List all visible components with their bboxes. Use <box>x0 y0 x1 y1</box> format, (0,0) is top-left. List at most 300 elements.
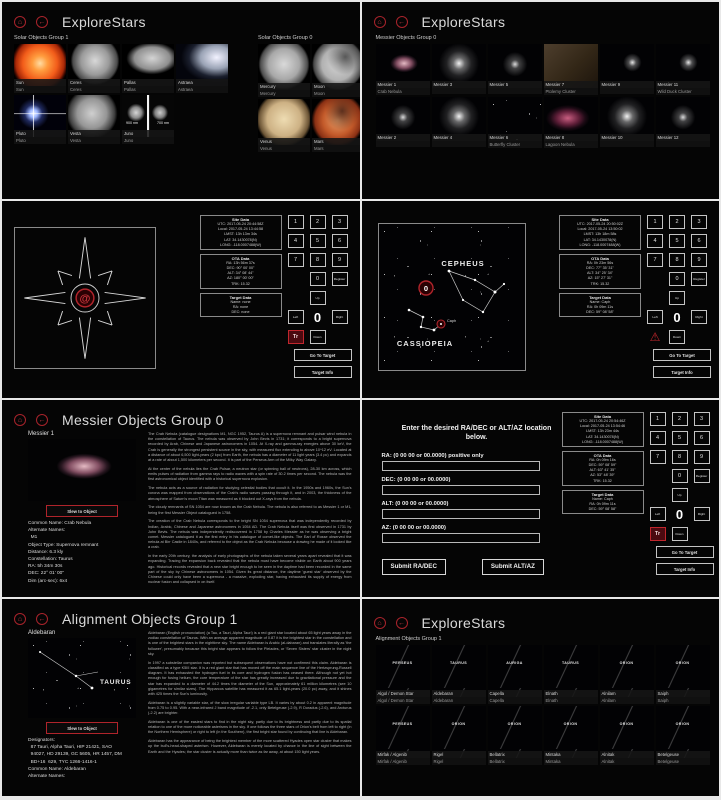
key-5[interactable]: 5 <box>672 431 688 445</box>
back-icon[interactable] <box>396 16 408 28</box>
detail-body <box>2 629 360 780</box>
panel-motion-control <box>2 201 360 398</box>
app-header <box>2 599 360 629</box>
register-button[interactable]: Register <box>694 469 710 483</box>
tile-title: Messier 7 <box>544 81 598 88</box>
sky-map[interactable] <box>378 223 526 371</box>
target-data-header: Target Data <box>591 491 614 497</box>
key-0[interactable]: 0 <box>669 272 685 286</box>
telescope-data-column <box>559 215 641 398</box>
object-tile[interactable] <box>14 44 66 93</box>
object-tile[interactable] <box>68 44 120 93</box>
key-6[interactable]: 6 <box>691 234 707 248</box>
home-icon[interactable] <box>14 414 26 426</box>
form-buttons <box>382 559 562 575</box>
key-1[interactable]: 1 <box>288 215 304 229</box>
constellation-label: ORION <box>507 721 522 726</box>
key-9[interactable]: 9 <box>694 450 710 464</box>
object-thumbnail <box>432 44 486 88</box>
tile-title: Moon <box>312 83 360 90</box>
object-tile[interactable] <box>176 44 228 93</box>
key-3[interactable]: 3 <box>694 412 710 426</box>
tracking-button[interactable]: Tr <box>650 527 666 541</box>
fact-line: Dim (arc-sec): 6x4 <box>28 578 68 584</box>
data-line: RA: 13h 56m 37s <box>226 260 255 265</box>
page-title: ExploreStars <box>62 14 146 30</box>
tile-title: Alnilam <box>600 690 654 697</box>
tile-title: Messier 10 <box>600 134 654 141</box>
field-label-1: DEC: (0 00 00 or 00.0000) <box>381 476 451 483</box>
object-thumbnail <box>68 44 120 86</box>
tile-title: Pluto <box>14 130 66 137</box>
tile-title: Juno <box>122 130 174 137</box>
key-0[interactable]: 0 <box>310 272 326 286</box>
tile-subtitle: Mintaka <box>544 758 598 765</box>
key-4[interactable]: 4 <box>647 234 663 248</box>
fact-line: Common Name: Crab Nebula <box>28 521 92 526</box>
page-title: ExploreStars <box>421 615 506 631</box>
data-line: Local: 2017-05-24 13:54:46 <box>579 424 626 429</box>
object-tile[interactable] <box>488 44 542 95</box>
key-7[interactable]: 7 <box>647 253 663 267</box>
object-tile[interactable] <box>656 44 710 95</box>
key-8[interactable]: 8 <box>672 450 688 464</box>
tile-title: Messier 8 <box>544 134 598 141</box>
slew-speed-display: 0 <box>675 507 684 522</box>
object-description <box>148 430 352 589</box>
detail-body <box>2 430 360 589</box>
tile-title: Pallas <box>122 79 174 86</box>
object-star-map <box>28 638 136 718</box>
object-facts <box>28 737 136 780</box>
constellation-label: AURIGA <box>506 660 523 665</box>
coordinate-input-1[interactable] <box>382 485 540 495</box>
constellation-label: ORION <box>675 660 690 665</box>
group-label: Solar Objects Group 0 <box>258 35 313 41</box>
tile-subtitle: Algol / Demon Star <box>376 697 430 704</box>
object-tile[interactable] <box>656 645 710 704</box>
left-button[interactable]: Left <box>288 310 304 324</box>
fact-line: RA: 5h 34m 30s <box>28 564 63 570</box>
key-5[interactable]: 5 <box>310 234 326 248</box>
object-tile[interactable] <box>488 97 542 148</box>
back-icon[interactable] <box>36 414 48 426</box>
key-2[interactable]: 2 <box>310 215 326 229</box>
form-heading: Enter the desired RA/DEC or ALT/AZ location below. <box>401 425 552 442</box>
object-thumbnail <box>544 645 598 697</box>
object-thumbnail <box>376 97 430 141</box>
tile-subtitle <box>432 88 486 94</box>
tile-subtitle: Sun <box>14 86 66 93</box>
tile-subtitle: Alnilam <box>600 697 654 704</box>
tile-title: Mars <box>312 138 360 145</box>
description-paragraph: In 1997 a substellar companion was reported but subsequent observations have not confirmed this claim. Aldebaran is classified as a type K5III star. It is a red giant star that has moved off the main sequence line of the Hertzsprung-Russell diagram. It has exhausted the hydrogen fuel in its core and hydrogen fusion has ceased there. Although not yet hot enough for fusing helium, the core temperature of the star has greatly increased due to gravitational pressure and the star has expanded to a diameter of 44.2 times the diameter of the Sun, approximately 61 million kilometres (see 10 gigametres for similar sizes). The Hipparcos satellite has measured it as 65.1 light-years (20.0 pc) away, and it shines with 425 times the Sun's luminosity. <box>148 660 352 697</box>
object-thumbnail <box>656 645 710 697</box>
coordinate-fields <box>382 453 562 543</box>
key-5[interactable]: 5 <box>669 234 685 248</box>
key-9[interactable]: 9 <box>332 253 348 267</box>
object-photo <box>28 439 136 501</box>
object-thumbnail <box>376 645 430 697</box>
coordinate-input-0[interactable] <box>382 461 540 471</box>
object-tile[interactable] <box>600 645 654 704</box>
ota-data-header: OTA Data <box>591 255 609 261</box>
go-to-target-button[interactable]: Go To Target <box>656 546 714 558</box>
constellation-label: PERSEUS <box>392 721 413 726</box>
data-line: DEC: 59° 08' 58" <box>586 310 614 315</box>
right-button[interactable]: Right <box>332 310 348 324</box>
fact-line: M1 <box>28 535 38 541</box>
ota-data-box <box>200 254 282 289</box>
tile-title: Messier 2 <box>376 134 430 141</box>
left-button[interactable]: Left <box>650 507 666 521</box>
tile-title: Astraea <box>176 79 228 86</box>
data-line: RA: 0h 09m 11s <box>589 501 616 506</box>
ota-data-box <box>562 451 644 486</box>
right-button[interactable]: Right <box>691 310 707 324</box>
tile-title: Mintaka <box>544 751 598 758</box>
tile-subtitle <box>600 88 654 94</box>
tile-title: Messier 11 <box>656 81 710 88</box>
tile-title: Betelgeuse <box>656 751 710 758</box>
slew-to-object-button[interactable]: Slew to Object <box>46 722 118 734</box>
tile-subtitle: Butterfly Cluster <box>488 141 542 148</box>
description-paragraph: Aldebaran has the appearance of being the brightest member of the more scattered Hyades open star cluster that makes up the bull's-head-shaped asterism. However, Aldebaran is merely located by chance in the line of sight between the Earth and the Hyades; the star cluster is actually more than twice as far away, at about 150 light years. <box>148 739 352 754</box>
object-thumbnail <box>600 645 654 697</box>
page-title: Alignment Objects Group 1 <box>62 611 238 627</box>
data-line: RA: none <box>232 304 249 309</box>
go-to-target-button[interactable]: Go To Target <box>294 349 352 361</box>
object-tile[interactable] <box>122 95 174 144</box>
object-tile[interactable] <box>656 706 710 765</box>
tile-subtitle: Mercury <box>258 90 310 97</box>
key-1[interactable]: 1 <box>650 412 666 426</box>
data-line: UTC: 2017-05-24 20:54:46Z <box>579 419 626 423</box>
keypad-column <box>650 412 716 597</box>
constellation-label: ORION <box>619 660 634 665</box>
object-tile[interactable] <box>544 44 598 95</box>
tile-subtitle: Ceres <box>68 86 120 93</box>
fact-line: 87 Tauri, Alpha Tauri, HIP 21421, SAO <box>28 745 113 751</box>
fact-line: Common Name: Aldebaran <box>28 766 86 772</box>
telescope-data-column <box>562 412 644 597</box>
object-tile[interactable] <box>258 99 310 152</box>
fact-line: Designators: <box>28 738 55 743</box>
constellation-overlay <box>379 224 525 370</box>
data-line: TRK: 15.32 <box>231 281 250 286</box>
site-data-header: Site Data <box>591 217 609 222</box>
key-8[interactable]: 8 <box>669 253 685 267</box>
constellation-label-cassiopeia: CASSIOPEIA <box>396 339 453 348</box>
keypad-column <box>647 215 713 398</box>
data-line: AZ: 53° 48' 39" <box>590 473 615 478</box>
site-data-box <box>200 215 282 250</box>
messier-tile-grid <box>376 44 712 148</box>
fact-line: Distance: 6.3 kly <box>28 549 64 555</box>
ota-data-box <box>559 254 641 289</box>
object-name: Messier 1 <box>28 431 55 437</box>
site-data-box <box>562 412 644 447</box>
object-thumbnail <box>544 44 598 88</box>
data-line: LAT: 34.1430078(N) <box>586 434 619 439</box>
object-tile[interactable] <box>600 44 654 95</box>
speed-keypad <box>288 215 354 344</box>
object-tile[interactable] <box>376 44 430 95</box>
tile-title: Messier 1 <box>376 81 430 88</box>
object-thumbnail <box>14 95 66 137</box>
tile-subtitle: Vesta <box>68 137 120 144</box>
data-line: LMST: 13h 13m 34s <box>224 232 257 237</box>
tile-title: Messier 12 <box>656 134 710 141</box>
tile-subtitle: Moon <box>312 90 360 97</box>
keypad-column <box>288 215 354 398</box>
object-tile[interactable] <box>312 99 360 152</box>
object-thumbnail <box>656 44 710 88</box>
solar-group-0 <box>258 32 360 152</box>
speed-keypad <box>650 412 716 541</box>
fact-line: Constellation: Taurus <box>28 556 73 562</box>
object-tile[interactable] <box>376 645 430 704</box>
coordinate-input-2[interactable] <box>382 509 540 519</box>
object-tile[interactable] <box>544 706 598 765</box>
es-logo-glyph: @ <box>79 293 91 306</box>
tile-title: Mirfak / Algenib <box>376 751 430 758</box>
home-icon[interactable] <box>374 617 386 629</box>
telescope-sidebar <box>200 215 354 398</box>
tile-title: Messier 6 <box>488 134 542 141</box>
tile-subtitle: Elnath <box>544 697 598 704</box>
up-button[interactable]: Up <box>672 488 688 502</box>
spacer <box>332 330 348 344</box>
slew-compass[interactable] <box>14 227 156 369</box>
spacer <box>650 469 666 483</box>
spacer <box>691 291 707 305</box>
object-tile[interactable] <box>14 95 66 144</box>
key-2[interactable]: 2 <box>669 215 685 229</box>
object-tile[interactable] <box>544 645 598 704</box>
site-data-header: Site Data <box>231 217 250 222</box>
tile-subtitle: Astraea <box>176 86 228 93</box>
data-line: LAT: 34.1430078(N) <box>224 237 257 242</box>
constellation-label: PERSEUS <box>392 660 413 665</box>
tile-title: Algol / Demon Star <box>376 690 430 697</box>
object-thumbnail <box>600 706 654 758</box>
constellation-label: ORION <box>619 721 634 726</box>
telescope-sidebar <box>559 215 713 398</box>
object-tile[interactable] <box>312 44 360 97</box>
page-title: ExploreStars <box>421 14 506 30</box>
object-tile[interactable] <box>122 44 174 93</box>
key-7[interactable]: 7 <box>288 253 304 267</box>
app-header <box>362 599 720 633</box>
alignment-tile-grid <box>376 645 712 765</box>
tracking-button[interactable]: Tr <box>288 330 304 344</box>
back-glyph: ← <box>38 416 46 424</box>
down-button[interactable]: Down <box>310 330 326 344</box>
register-button[interactable]: Register <box>691 272 707 286</box>
tile-subtitle: Ptolemy Cluster <box>544 88 598 95</box>
object-tile[interactable] <box>656 97 710 148</box>
wavelength-label: 900 nm <box>126 121 138 125</box>
go-to-target-button[interactable]: Go To Target <box>653 349 711 361</box>
key-2[interactable]: 2 <box>672 412 688 426</box>
target-info-button[interactable]: Target Info <box>653 366 711 378</box>
site-data-header: Site Data <box>593 414 612 419</box>
object-thumbnail <box>122 44 174 86</box>
object-tile[interactable] <box>600 97 654 148</box>
tile-subtitle: Rigel <box>432 758 486 765</box>
constellation-label: TAURUS <box>449 660 468 665</box>
group-label: Messier Objects Group 0 <box>375 35 437 41</box>
field-label-0: RA: (0 00 00 or 00.0000) positive only <box>381 452 484 459</box>
data-line: Name: Caph <box>592 496 613 501</box>
object-tile[interactable] <box>432 97 486 148</box>
telescope-data-column <box>200 215 282 398</box>
app-header <box>362 2 720 32</box>
description-paragraph: In the early 20th century, the analysis of early photographs of the nebula taken several years apart revealed that it was expanding. Tracing the expansion back revealed that the nebula must have become visible on Earth about 900 years ago. Historical records revealed that a new star bright enough to be seen in the daytime had been recorded in the same part of the sky by Chinese astronomers in 1054. Given its great distance, the daytime 'guest star' observed by the Chinese could only have been a supernova - a massive, exploding star, having exhausted its supply of energy from nuclear fusion and collapsed in on itself. <box>148 554 352 585</box>
key-4[interactable]: 4 <box>288 234 304 248</box>
constellation-label-cepheus: CEPHEUS <box>440 259 485 268</box>
spacer <box>332 291 348 305</box>
object-tile[interactable] <box>432 706 486 765</box>
data-line: LMST: 13h 18m 58s <box>583 232 617 237</box>
spacer <box>694 488 710 502</box>
home-icon[interactable] <box>14 16 26 28</box>
right-button[interactable]: Right <box>694 507 710 521</box>
description-paragraph: The nebula acts as a source of radiation for studying celestial bodies that occult it. In the 1950s and 1960s, the Sun's corona was mapped from observations of the Crab's radio waves passing through it, and in 2003, the thickness of the atmosphere of Saturn's moon Titan was measured as it blocked out X-rays from the nebula. <box>148 486 352 501</box>
tile-title: Ceres <box>68 79 120 86</box>
object-tile[interactable] <box>544 97 598 148</box>
back-icon[interactable] <box>36 613 48 625</box>
spacer <box>288 272 304 286</box>
data-line: LONG: -118.0007488(W) <box>220 242 261 247</box>
data-line: DEC: none <box>231 310 250 315</box>
coordinate-input-3[interactable] <box>382 533 540 543</box>
description-paragraph: Aldebaran (English pronunciation) (a Tau, a Tauri, Alpha Tauri) is a red giant star located about 65 light years away in the zodiac constellation of Taurus. With an average apparent magnitude of 0.87 it is the brightest star in the constellation and is one of the brightest stars in the nighttime sky. The name Aldebaran is Arabic (al-dabaran) and translates literally as 'the follower', presumably because this bright star appears to follow the Pleiades, or 'Seven Sisters' star cluster in the night sky. <box>148 631 352 656</box>
object-thumbnail <box>656 97 710 141</box>
register-button[interactable]: Register <box>332 272 348 286</box>
slew-to-object-button[interactable]: Slew to Object <box>46 505 118 517</box>
down-button[interactable]: Down <box>672 527 688 541</box>
fact-line: Alternate Names: <box>28 773 66 779</box>
left-button[interactable]: Left <box>647 310 663 324</box>
key-7[interactable]: 7 <box>650 450 666 464</box>
key-9[interactable]: 9 <box>691 253 707 267</box>
constellation-label: ORION <box>675 721 690 726</box>
data-line: DEC: 90° 00' 00" <box>226 266 255 271</box>
object-thumbnail <box>176 44 228 86</box>
tile-subtitle: Pallas <box>122 86 174 93</box>
tile-subtitle <box>432 141 486 147</box>
fact-line: Object Type: Supernova remnant <box>28 542 99 548</box>
key-6[interactable]: 6 <box>694 431 710 445</box>
data-line: Name: Caph <box>589 299 611 304</box>
tile-subtitle <box>488 88 542 94</box>
home-icon[interactable] <box>14 613 26 625</box>
object-tile[interactable] <box>488 706 542 765</box>
target-info-button[interactable]: Target Info <box>656 563 714 575</box>
object-tile[interactable] <box>600 706 654 765</box>
object-tile[interactable] <box>258 44 310 97</box>
tile-subtitle: Venus <box>258 145 310 152</box>
tile-subtitle: Juno <box>122 137 174 144</box>
description-paragraph: Aldebaran is a slightly variable star, of the slow irregular variable type LB. It varies by about 0.2 in apparent magnitude from 0.75 to 0.95. With a near-infrared J band magnitude of -2.1, only Betelgeuse (-2.9), R Doradus (-2.6), and Arcturus (-2.2) are brighter. <box>148 700 352 716</box>
solar-tile-grid-1 <box>14 44 232 144</box>
home-glyph: ⌂ <box>17 615 23 623</box>
back-icon[interactable] <box>396 617 408 629</box>
panel-coordinate-entry <box>362 400 720 597</box>
back-glyph: ← <box>38 615 46 623</box>
up-button[interactable]: Up <box>310 291 326 305</box>
tile-title: Bellatrix <box>488 751 542 758</box>
object-thumbnail <box>376 44 430 88</box>
object-tile[interactable] <box>432 645 486 704</box>
field-label-2: ALT: (0 00 00 or 00.0000) <box>381 500 449 507</box>
panel-alignment-detail <box>2 599 360 796</box>
wavelength-label: 700 nm <box>157 121 169 125</box>
object-tile[interactable] <box>432 44 486 95</box>
constellation-label-taurus: TAURUS <box>100 679 132 686</box>
data-line: TRK: 15.32 <box>593 478 612 483</box>
object-thumbnail <box>258 99 310 145</box>
slew-speed-display: 0 <box>313 310 322 325</box>
telescope-sidebar <box>562 412 716 597</box>
down-button[interactable]: Down <box>669 330 685 344</box>
object-thumbnail <box>656 706 710 758</box>
spacer <box>691 330 707 344</box>
key-6[interactable]: 6 <box>332 234 348 248</box>
key-4[interactable]: 4 <box>650 431 666 445</box>
site-data-box <box>559 215 641 250</box>
tile-subtitle: Wild Duck Cluster <box>656 88 710 95</box>
up-button[interactable]: Up <box>669 291 685 305</box>
back-icon[interactable] <box>36 16 48 28</box>
panel-messier-detail <box>2 400 360 597</box>
key-1[interactable]: 1 <box>647 215 663 229</box>
object-tile[interactable] <box>376 97 430 148</box>
object-thumbnail <box>600 97 654 141</box>
target-info-button[interactable]: Target Info <box>294 366 352 378</box>
data-line: AZ: 15° 27' 31" <box>587 276 613 281</box>
tile-subtitle: Crab Nebula <box>376 88 430 95</box>
home-glyph: ⌂ <box>17 18 23 26</box>
tile-subtitle: Bellatrix <box>488 758 542 765</box>
key-3[interactable]: 3 <box>691 215 707 229</box>
key-0[interactable]: 0 <box>672 469 688 483</box>
object-tile[interactable] <box>68 95 120 144</box>
data-line: UTC: 2017-05-24 20:50:02Z <box>576 222 624 226</box>
description-paragraph: The Crab Nebula (catalogue designations M1, NGC 1952, Taurus A) is a supernova remnant and pulsar wind nebula in the constellation of Taurus. The nebula was observed by John Bevis in 1731; it corresponds to a bright supernova recorded by Arab, Chinese and Japanese astronomers in 1054. At X-ray and gamma-ray energies above 30 keV, the Crab is generally the strongest persistent source in the sky, with measured flux extending to above 10^12 eV. Located at a distance of about 6,500 light-years (2 kpc) from Earth, the nebula has a diameter of 11 light years (3.4 pc) and expands at a rate of about 1,500 kilometers per second. It is part of the Perseus Arm of the Milky Way Galaxy. <box>148 432 352 463</box>
tile-title: Alnitak <box>600 751 654 758</box>
app-header <box>2 2 360 32</box>
home-icon[interactable] <box>374 16 386 28</box>
submit-altaz-button[interactable]: Submit ALT/AZ <box>482 559 544 575</box>
data-line: Local: 2017-05-24 13:44:58 <box>217 227 264 232</box>
object-thumbnail <box>488 44 542 88</box>
object-thumbnail <box>14 44 66 86</box>
submit-radec-button[interactable]: Submit RA/DEC <box>382 559 446 575</box>
group-label: Solar Objects Group 1 <box>14 35 69 41</box>
object-tile[interactable] <box>376 706 430 765</box>
tile-subtitle: Pluto <box>14 137 66 144</box>
data-line: ALT: 34° 25' 34" <box>587 271 613 276</box>
key-3[interactable]: 3 <box>332 215 348 229</box>
data-line: UTC: 2017-05-24 20:44:58Z <box>217 222 264 226</box>
key-8[interactable]: 8 <box>310 253 326 267</box>
object-thumbnail <box>122 95 174 137</box>
object-tile[interactable] <box>488 645 542 704</box>
data-line: RA: 0h 09m 16s <box>589 457 616 462</box>
